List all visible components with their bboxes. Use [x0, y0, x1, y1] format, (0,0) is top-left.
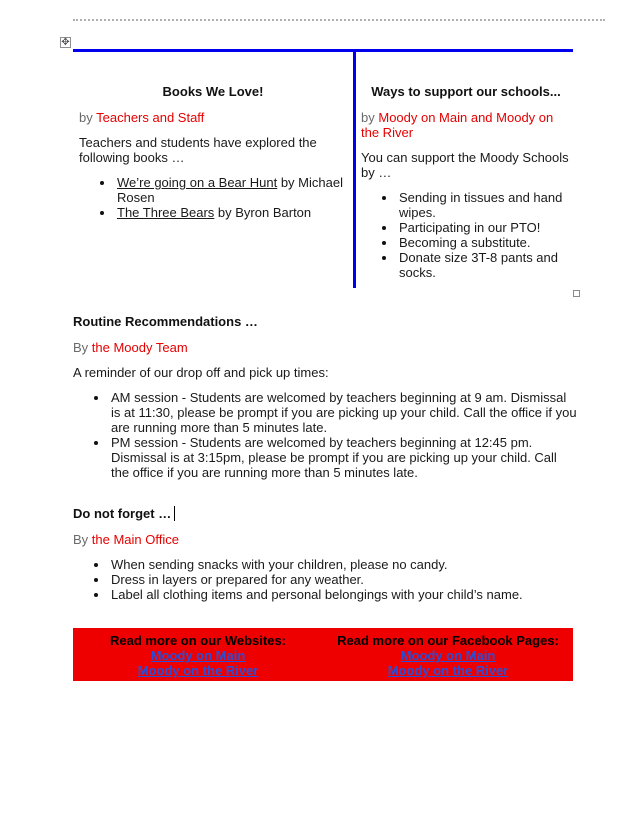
column-title: Ways to support our schools... — [371, 84, 561, 99]
facebook-heading: Read more on our Facebook Pages: — [337, 633, 559, 648]
column-title: Books We Love! — [162, 84, 264, 99]
move-icon[interactable]: ✥ — [61, 37, 70, 48]
byline-author: Teachers and Staff — [96, 110, 205, 125]
list-item: When sending snacks with your children, please no candy. — [111, 557, 578, 572]
resize-handle-icon[interactable] — [573, 290, 580, 297]
intro-text: A reminder of our drop off and pick up times: — [73, 365, 329, 380]
text-cursor — [174, 506, 175, 521]
header-dotted-rule — [73, 19, 605, 21]
support-schools-column — [361, 84, 571, 280]
byline-prefix: By — [73, 340, 89, 355]
list-item: Participating in our PTO! — [399, 220, 571, 235]
byline-author: the Main Office — [91, 532, 179, 547]
routine-section — [73, 314, 578, 480]
list-item: Donate size 3T-8 pants and socks. — [399, 250, 571, 280]
book-title: The Three Bears — [117, 205, 215, 220]
list-item — [117, 205, 347, 220]
book-list — [79, 175, 347, 220]
read-more-footer — [73, 628, 573, 681]
byline — [79, 110, 347, 125]
list-item: Sending in tissues and hand wipes. — [399, 190, 571, 220]
website-link-moody-on-the-river[interactable]: Moody on the River — [137, 663, 259, 678]
support-list — [361, 190, 571, 280]
byline-prefix: by — [79, 110, 93, 125]
column-divider — [353, 52, 356, 288]
list-item: Label all clothing items and personal belongings with your child’s name. — [111, 587, 578, 602]
website-link-moody-on-main[interactable]: Moody on Main — [150, 648, 246, 663]
intro-text: You can support the Moody Schools by … — [361, 150, 569, 180]
byline-prefix: By — [73, 532, 89, 547]
facebook-column — [323, 628, 573, 681]
table-top-border — [73, 49, 573, 52]
do-not-forget-section — [73, 506, 578, 602]
list-item — [117, 175, 347, 205]
section-title — [73, 506, 578, 522]
websites-column — [73, 628, 323, 681]
section-title: Routine Recommendations … — [73, 314, 258, 329]
book-author: by Byron Barton — [214, 205, 312, 220]
list-item: PM session - Students are welcomed by teachers beginning at 12:45 pm. Dismissal is at 3:15pm, please be prompt if you are picking up your child. Call the office if you are running more than 5 minutes late. — [111, 435, 578, 480]
list-item: Becoming a substitute. — [399, 235, 571, 250]
section-title-text: Do not forget … — [73, 506, 172, 521]
list-item: Dress in layers or prepared for any weather. — [111, 572, 578, 587]
intro-text: Teachers and students have explored the following books … — [79, 135, 317, 165]
byline — [73, 340, 578, 355]
reminder-list — [73, 557, 578, 602]
list-item: AM session - Students are welcomed by teachers beginning at 9 am. Dismissal is at 11:30, please be prompt if you are picking up your child. Call the office if you are running more than 5 minutes late. — [111, 390, 577, 435]
book-author: by Michael Rosen — [117, 175, 343, 205]
books-we-love-column — [79, 84, 347, 220]
book-title: We’re going on a Bear Hunt — [117, 175, 278, 190]
websites-heading: Read more on our Websites: — [109, 633, 286, 648]
byline — [361, 110, 571, 140]
session-list — [73, 390, 578, 480]
facebook-link-moody-on-the-river[interactable]: Moody on the River — [387, 663, 509, 678]
facebook-link-moody-on-main[interactable]: Moody on Main — [400, 648, 496, 663]
byline-author: the Moody Team — [91, 340, 188, 355]
byline-author: Moody on Main and Moody on the River — [361, 110, 554, 140]
byline-prefix: by — [361, 110, 375, 125]
byline — [73, 532, 578, 547]
